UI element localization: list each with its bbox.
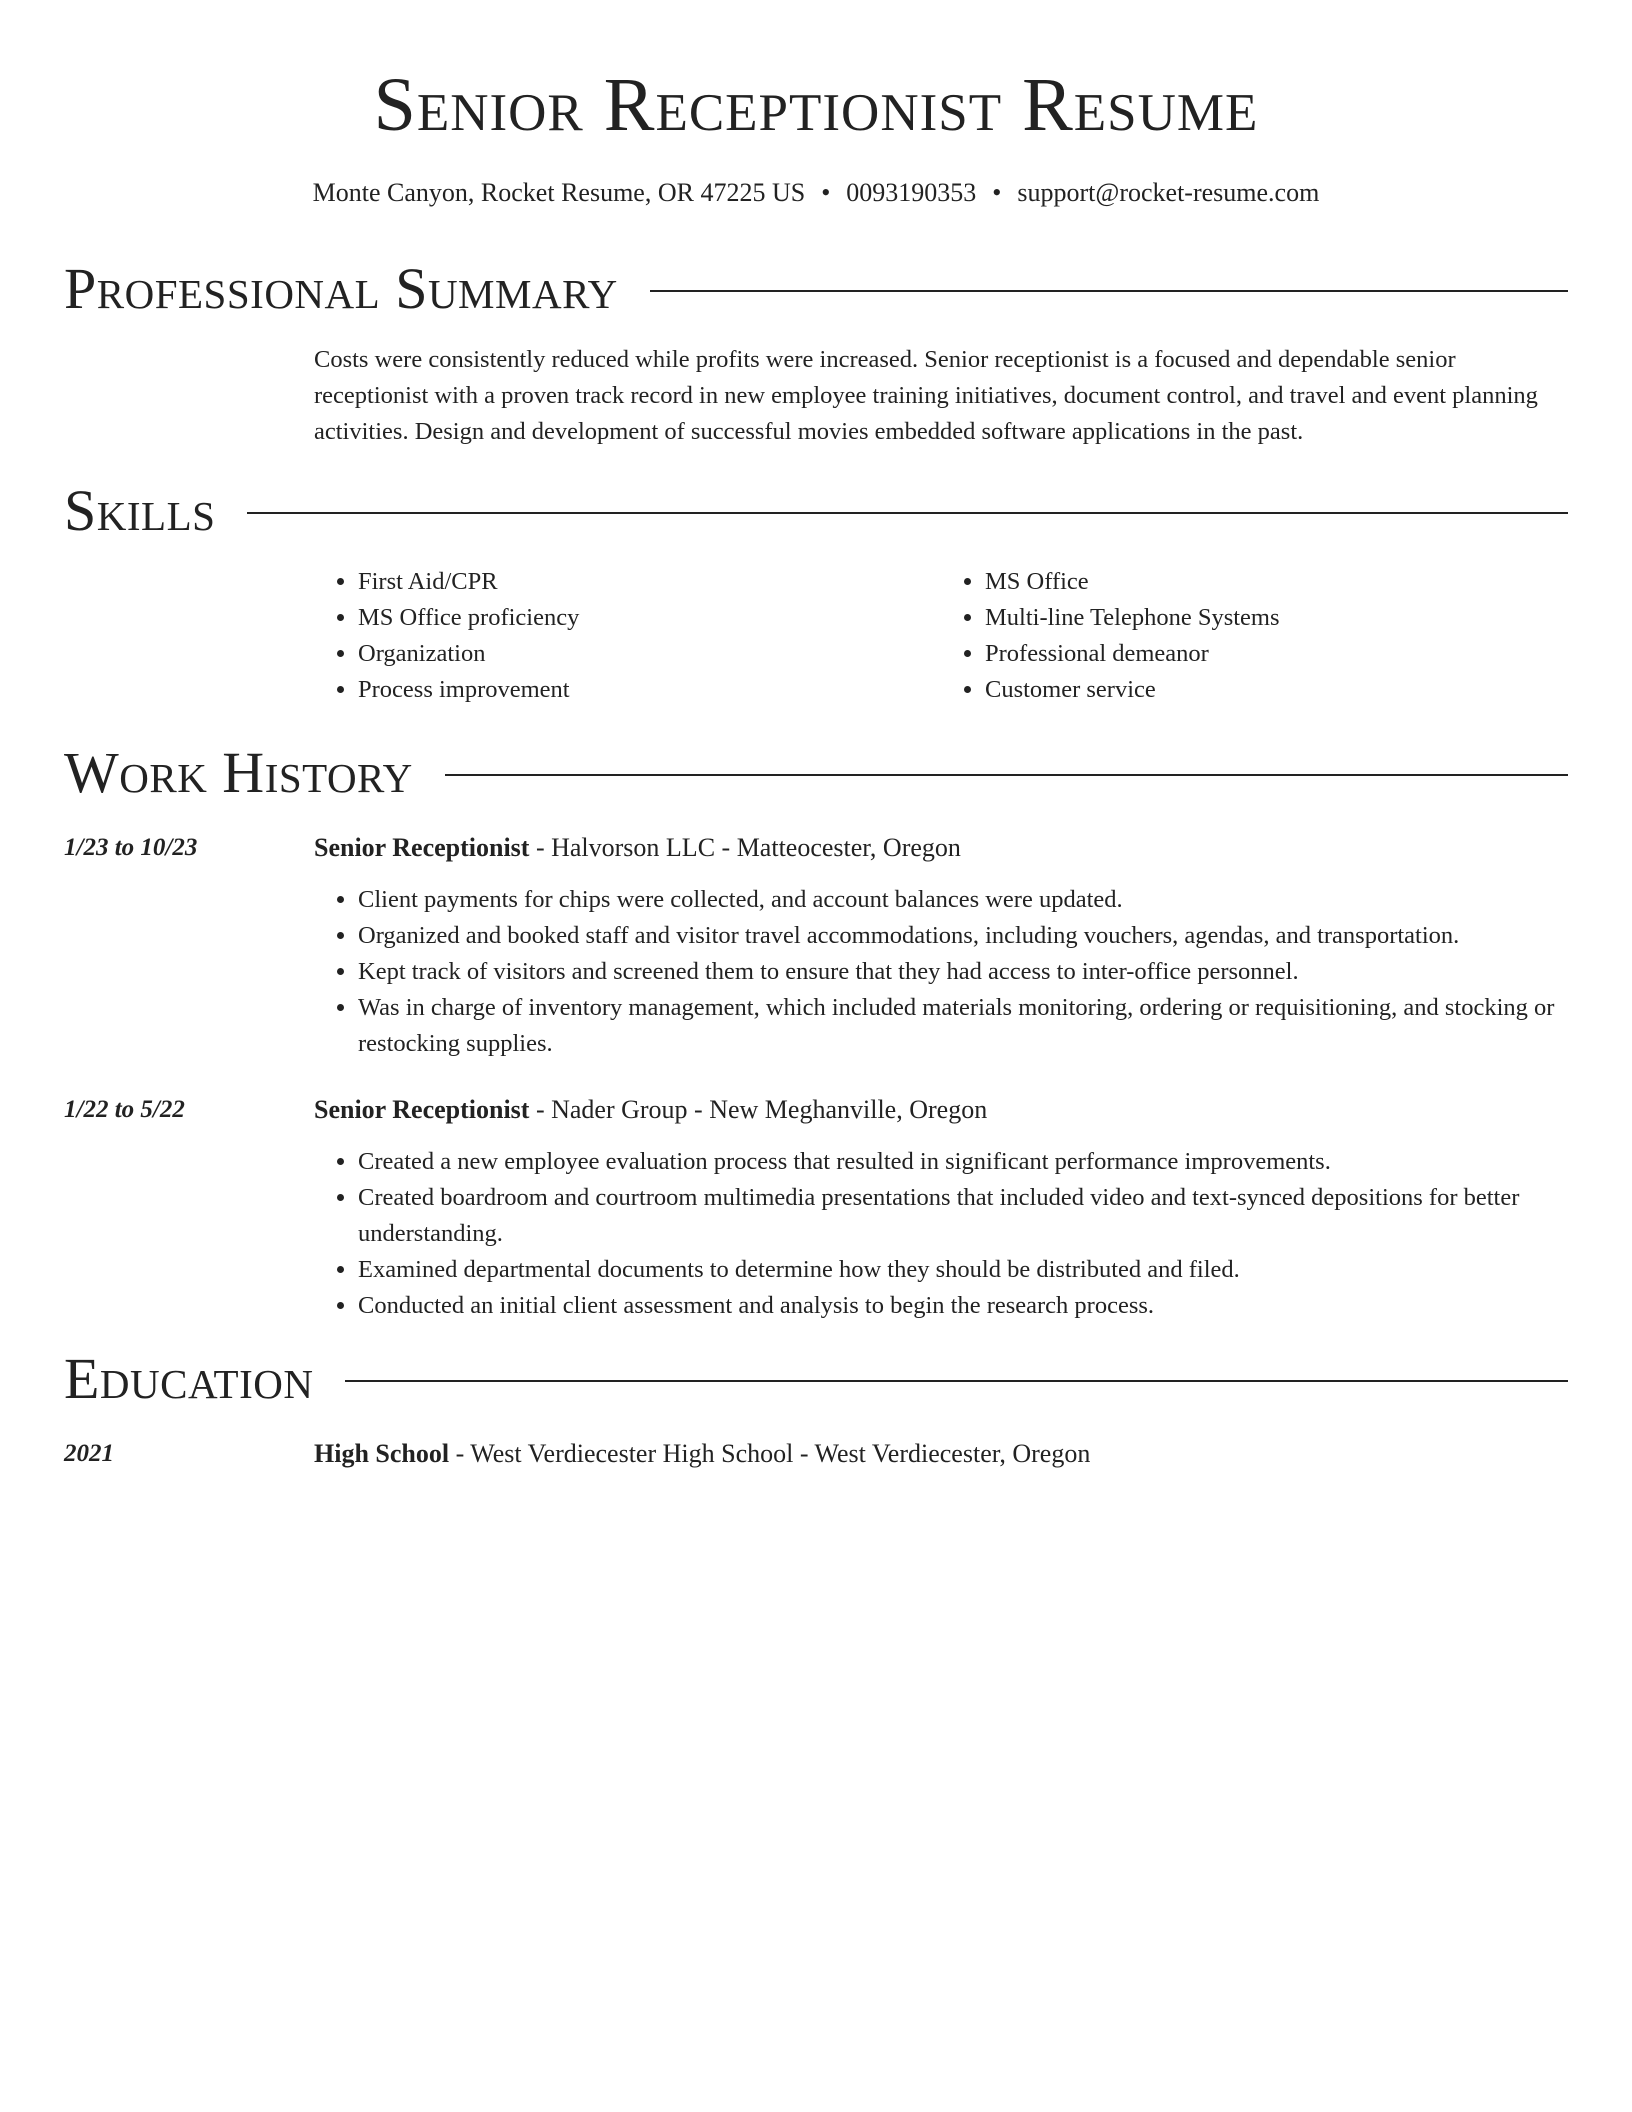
work-heading: Work History bbox=[64, 740, 413, 805]
job-company: - Nader Group - New Meghanville, Oregon bbox=[529, 1095, 988, 1124]
section-divider bbox=[650, 290, 1568, 292]
contact-address: Monte Canyon, Rocket Resume, OR 47225 US bbox=[312, 178, 806, 207]
summary-section-header bbox=[64, 254, 1568, 324]
job-bullet: • Examined departmental documents to determine how they should be distributed and filed. bbox=[358, 1252, 1568, 1288]
skill-item: • Professional demeanor bbox=[985, 636, 1568, 672]
job-role: Senior Receptionist bbox=[314, 833, 530, 862]
job-bullets bbox=[314, 1144, 1568, 1324]
education-section-header bbox=[64, 1344, 1568, 1414]
skill-item: • MS Office proficiency bbox=[358, 600, 941, 636]
job-bullet: • Conducted an initial client assessment and analysis to begin the research process. bbox=[358, 1288, 1568, 1324]
skill-item: • First Aid/CPR bbox=[358, 564, 941, 600]
resume-title: Senior Receptionist Resume bbox=[373, 63, 1259, 147]
education-entry bbox=[64, 1436, 1568, 1472]
skill-item: • Process improvement bbox=[358, 672, 941, 708]
contact-line bbox=[64, 176, 1568, 210]
skills-heading: Skills bbox=[64, 478, 216, 543]
skill-item: • Customer service bbox=[985, 672, 1568, 708]
skills-list-left bbox=[314, 564, 941, 708]
job-bullet: • Client payments for chips were collected, and account balances were updated. bbox=[358, 882, 1568, 918]
job-bullet: • Organized and booked staff and visitor travel accommodations, including vouchers, agendas, and transportation. bbox=[358, 918, 1568, 954]
job-dates: 1/22 to 5/22 bbox=[64, 1096, 185, 1123]
job-bullet: • Created boardroom and courtroom multimedia presentations that included video and text-synced depositions for better understanding. bbox=[358, 1180, 1568, 1252]
summary-heading: Professional Summary bbox=[64, 256, 618, 321]
section-divider bbox=[445, 774, 1568, 776]
education-school: - West Verdiecester High School - West Verdiecester, Oregon bbox=[449, 1439, 1091, 1468]
contact-separator: • bbox=[821, 178, 831, 207]
skills-list-right bbox=[941, 564, 1568, 708]
job-bullets bbox=[314, 882, 1568, 1062]
job-entry bbox=[64, 830, 1568, 1062]
job-bullet: • Created a new employee evaluation process that resulted in significant performance improvements. bbox=[358, 1144, 1568, 1180]
job-role: Senior Receptionist bbox=[314, 1095, 530, 1124]
skill-item: • Multi-line Telephone Systems bbox=[985, 600, 1568, 636]
contact-email: support@rocket-resume.com bbox=[1017, 178, 1320, 207]
section-divider bbox=[345, 1380, 1568, 1382]
skills-grid bbox=[314, 564, 1568, 708]
job-company: - Halvorson LLC - Matteocester, Oregon bbox=[529, 833, 961, 862]
job-bullet: • Kept track of visitors and screened them to ensure that they had access to inter-office personnel. bbox=[358, 954, 1568, 990]
job-heading bbox=[314, 830, 1568, 866]
education-degree: High School bbox=[314, 1439, 450, 1468]
education-body bbox=[314, 1436, 1568, 1472]
work-section-header bbox=[64, 738, 1568, 808]
education-heading: Education bbox=[64, 1346, 314, 1411]
job-entry bbox=[64, 1092, 1568, 1324]
education-year: 2021 bbox=[64, 1440, 114, 1467]
skills-section-header bbox=[64, 476, 1568, 546]
job-heading bbox=[314, 1092, 1568, 1128]
section-divider bbox=[247, 512, 1568, 514]
summary-text: Costs were consistently reduced while profits were increased. Senior receptionist is a focused and dependable senior receptionist with a proven track record in new employee training initiatives, document control, and travel and event planning activities. Design and development of successful movies embedded software applications in the past. bbox=[314, 346, 1538, 445]
skill-item: • MS Office bbox=[985, 564, 1568, 600]
job-body bbox=[314, 830, 1568, 1062]
summary-body bbox=[314, 342, 1568, 450]
job-bullet: • Was in charge of inventory management, which included materials monitoring, ordering or requisitioning, and stocking or restocking supplies. bbox=[358, 990, 1568, 1062]
education-heading-line bbox=[314, 1436, 1568, 1472]
contact-phone: 0093190353 bbox=[846, 178, 977, 207]
contact-separator: • bbox=[992, 178, 1002, 207]
skill-item: • Organization bbox=[358, 636, 941, 672]
job-body bbox=[314, 1092, 1568, 1324]
job-dates: 1/23 to 10/23 bbox=[64, 834, 198, 861]
